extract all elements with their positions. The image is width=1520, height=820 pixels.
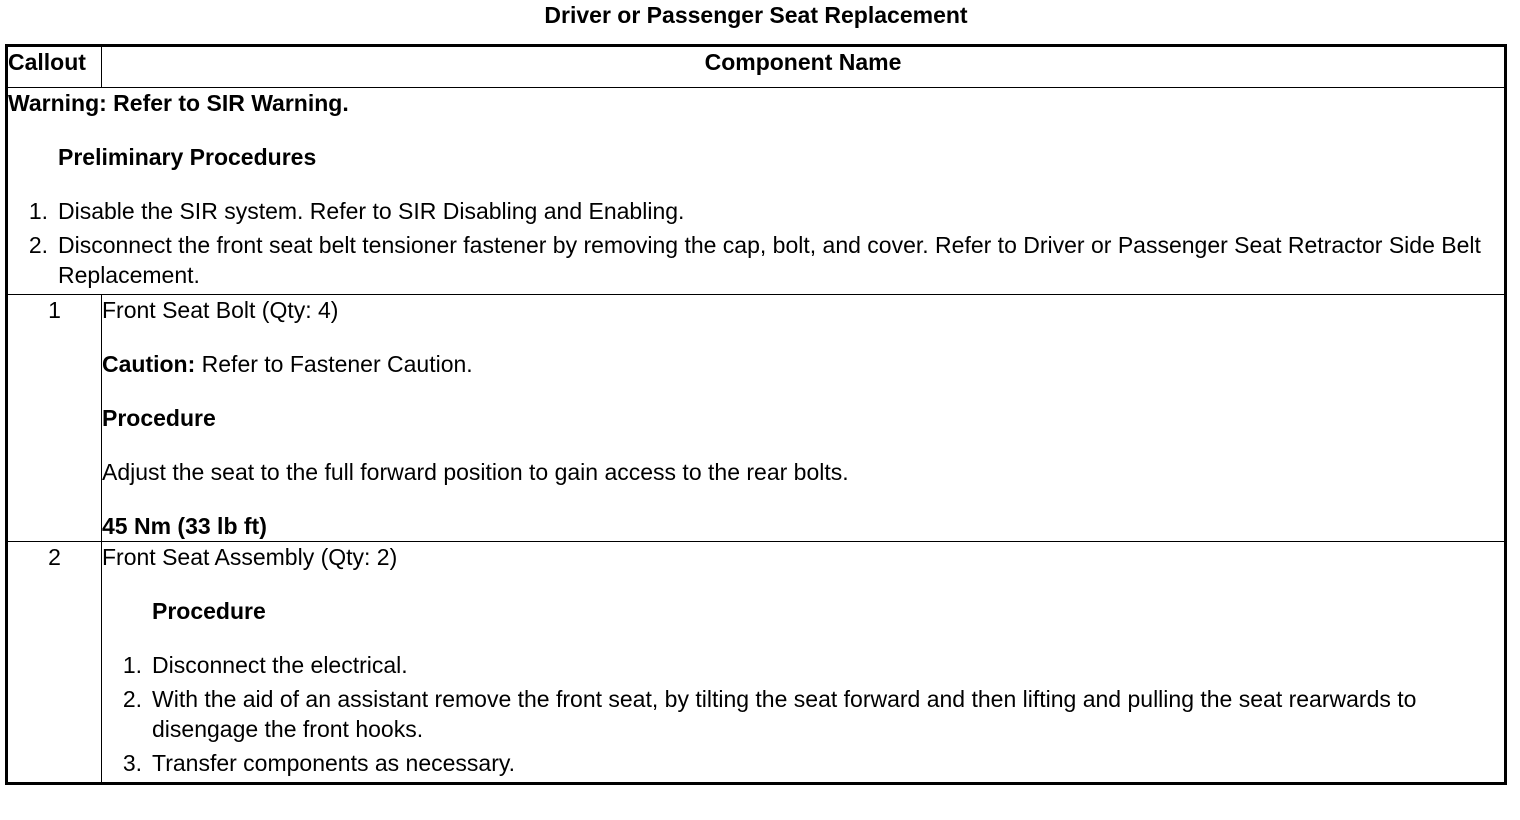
component-name: Front Seat Assembly (Qty: 2) (102, 544, 398, 570)
step-number: 3. (122, 750, 142, 776)
step-text: Disconnect the front seat belt tensioner fastener by removing the cap, bolt, and cover. Refer to Driver or Passenger Seat Retractor Side Belt Replacement. (58, 232, 1481, 288)
procedure-table (5, 44, 1507, 785)
procedure-heading: Procedure (152, 598, 266, 624)
preliminary-steps (8, 196, 1504, 290)
preliminary-cell (7, 88, 1506, 295)
procedure-text: Adjust the seat to the full forward position to gain access to the rear bolts. (102, 459, 849, 485)
list-item (102, 650, 1504, 680)
caution-label: Caution: (102, 351, 196, 377)
caution-note (102, 349, 1504, 379)
preliminary-heading: Preliminary Procedures (58, 144, 317, 170)
list-item (102, 684, 1504, 744)
step-number: 2. (28, 232, 48, 258)
step-number: 2. (122, 686, 142, 712)
step-text: Disable the SIR system. Refer to SIR Disabling and Enabling. (58, 198, 685, 224)
step-number: 1. (122, 652, 142, 678)
header-callout: Callout (7, 46, 102, 88)
step-text: Transfer components as necessary. (152, 750, 516, 776)
preliminary-row (7, 88, 1506, 295)
component-cell (102, 295, 1506, 542)
list-item (8, 230, 1504, 290)
torque-spec: 45 Nm (33 lb ft) (102, 513, 267, 539)
table-row (7, 542, 1506, 784)
step-text: Disconnect the electrical. (152, 652, 408, 678)
callout-number: 1 (7, 295, 102, 542)
document-title: Driver or Passenger Seat Replacement (544, 2, 968, 28)
procedure-heading: Procedure (102, 405, 216, 431)
list-item (8, 196, 1504, 226)
caution-text: Refer to Fastener Caution. (195, 351, 473, 377)
component-name: Front Seat Bolt (Qty: 4) (102, 297, 339, 323)
callout-number: 2 (7, 542, 102, 784)
table-row (7, 295, 1506, 542)
table-header-row (7, 46, 1506, 88)
sir-warning: Warning: Refer to SIR Warning. (8, 90, 349, 116)
list-item (102, 748, 1504, 778)
step-text: With the aid of an assistant remove the front seat, by tilting the seat forward and then lifting and pulling the seat rearwards to disengage the front hooks. (152, 686, 1417, 742)
header-component-name: Component Name (102, 46, 1506, 88)
step-number: 1. (28, 198, 48, 224)
procedure-steps (102, 650, 1504, 778)
component-cell (102, 542, 1506, 784)
